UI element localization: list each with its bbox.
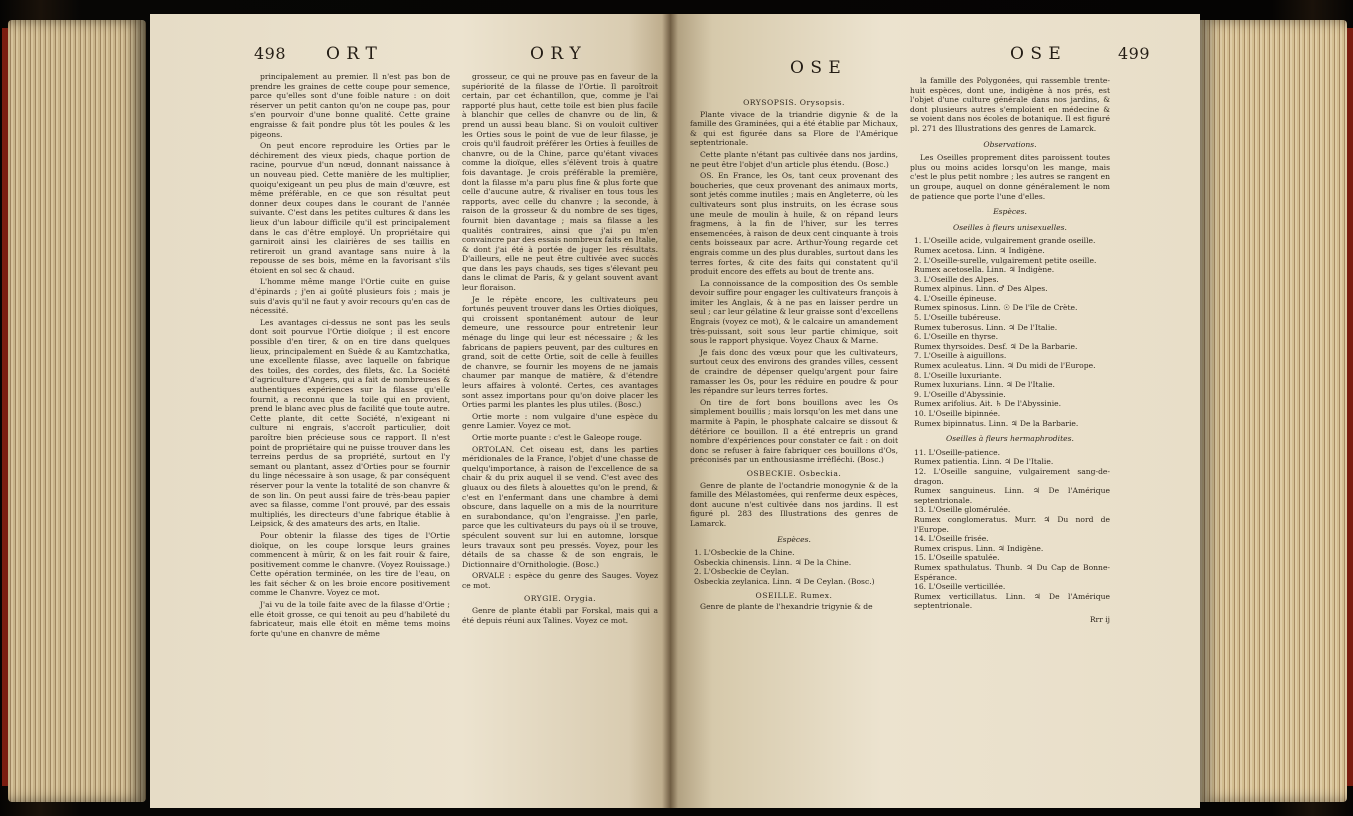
species-item: 1. L'Osbeckie de la Chine. <box>694 548 795 558</box>
species-item: Rumex patientia. Linn. ♃ De l'Italie. <box>914 457 1054 467</box>
right-page-number: 499 <box>1118 44 1151 63</box>
paragraph: J'ai vu de la toile faite avec de la filasse d'Ortie ; elle étoit grosse, ce qui tenoit au peu d'habileté du fabricateur, mais elle étoit en même tems moins forte qu'une en chanvre de même <box>250 600 450 638</box>
species-item: 9. L'Oseille d'Abyssinie. <box>914 389 1006 399</box>
group-title: Oseilles à fleurs hermaphrodites. <box>946 434 1074 444</box>
paragraph: Plante vivace de la triandrie digynie & de la famille des Graminées, qui a été établie par Michaux, & qui est figurée dans sa Flore de l'Amérique septentrionale. <box>690 109 898 148</box>
species-item: 2. L'Osbeckie de Ceylan. <box>694 567 790 577</box>
entry: Ortie morte puante : c'est le Galeope rouge. <box>472 432 642 442</box>
entry-title: ORYSOPSIS. Orysopsis. <box>743 98 845 107</box>
species-item: 10. L'Oseille bipinnée. <box>914 409 1001 418</box>
species-item: 4. L'Oseille épineuse. <box>914 293 997 303</box>
paragraph: Genre de plante de l'octandrie monogynie & de la famille des Mélastomées, qui renferme deux espèces, dont aucune n'est cultivée dans nos jardins. Il est figuré pl. 283 des Illustrations des genres de Lamarck. <box>690 480 898 528</box>
group-title: Oseilles à fleurs unisexuelles. <box>953 222 1067 232</box>
paragraph: Genre de plante de l'hexandrie trigynie & de <box>700 602 873 612</box>
entry: Ortie morte : nom vulgaire d'une espèce du genre Lamier. Voyez ce mot. <box>462 411 658 431</box>
left-column-2 <box>462 72 658 627</box>
species-item: 14. L'Oseille frisée. <box>914 534 989 544</box>
paragraph: la famille des Polygonées, qui rassemble trente-huit espèces, dont une, indigène à nos prés, est l'objet d'une culture générale dans nos jardins, & dont plusieurs autres s'emploient en médecine & se voient dans nos écoles de botanique. Il est figuré pl. 271 des Illustrations des genres de Lamarck. <box>910 76 1110 133</box>
species-list-unisexual <box>910 236 1110 428</box>
right-running-head-2: O S E <box>1010 44 1062 64</box>
right-page <box>670 14 1200 808</box>
species-item: 7. L'Oseille à aiguillons. <box>914 351 1007 361</box>
species-item: 8. L'Oseille luxuriante. <box>914 370 1002 380</box>
entry-title: OSEILLE. Rumex. <box>755 590 833 600</box>
species-item: 5. L'Oseille tubéreuse. <box>914 313 1001 323</box>
left-column-1 <box>250 72 450 640</box>
species-item: 13. L'Oseille glomérulée. <box>914 505 1011 515</box>
species-item: Rumex alpinus. Linn. ♂ Des Alpes. <box>914 284 1048 294</box>
paragraph: OS. En France, les Os, tant ceux provenant des boucheries, que ceux provenant des animaux morts, sont jetés comme inutiles ; mais en Angleterre, où les cultivateurs sont plus instruits, on les écrase sous une meule de moulin à huile, & on répand leurs fragmens, à la fin de l'hiver, sur les terres ensemencées, à raison de deux cent cinquante à trois cents boisseaux par acre. Arthur-Young regarde cet engrais comme un des plus durables, surtout dans les terres fortes, & cite des faits qui constatent qu'il produit encore des effets au bout de trente ans. <box>690 171 898 277</box>
paragraph: Les Oseilles proprement dites paroissent toutes plus ou moins acides lorsqu'on les mange, mais c'est le plus petit nombre ; les autres se rangent en un groupe, auquel on donne généralement le nom de patience que porte l'une d'elles. <box>910 153 1110 201</box>
species-item: 3. L'Oseille des Alpes. <box>914 274 999 284</box>
paragraph: Je le répète encore, les cultivateurs peu fortunés peuvent trouver dans les Orties dioïques, qui croissent spontanément autour de leur demeure, une ressource pour entretenir leur ménage du linge qui leur est nécessaire ; & les fabricans de papiers peuvent, par des cultures en grand, soit de cette Ortie, soit de celle à feuilles de chanvre, se fournir les moyens de ne jamais chaumer par manque de matière, & d'étendre leurs affaires à volonté. Certes, ces avantages sont assez importans pour qu'on doive placer les Orties parmi les plantes les plus utiles. (Bosc.) <box>462 294 658 410</box>
species-item: Rumex tuberosus. Linn. ♃ De l'Italie. <box>914 322 1058 332</box>
left-running-head: O R T <box>326 44 378 64</box>
paragraph: L'homme même mange l'Ortie cuite en guise d'épinards ; j'en ai goûté plusieurs fois ; mais je suis d'avis qu'il ne faut y avoir recours qu'en cas de nécessité. <box>250 277 450 316</box>
species-item: 15. L'Oseille spatulée. <box>914 553 1000 563</box>
section-title: Espèces. <box>993 207 1027 217</box>
species-list-hermaphrodite <box>910 448 1110 611</box>
section-title: Observations. <box>983 139 1037 149</box>
entry-title: OSBECKIE. Osbeckia. <box>746 468 842 478</box>
page-stack-right <box>1197 20 1347 802</box>
right-column-2 <box>910 76 1110 626</box>
paragraph: Pour obtenir la filasse des tiges de l'Ortie dioïque, on les coupe lorsque leurs graines commencent à mûrir, & on les fait rouir & faire, positivement comme le chanvre. (Voyez Rouissage.) Cette opération terminée, on les tire de l'eau, on les fait sécher & on les broie encore positivement comme le Chanvre. Voyez ce mot. <box>250 530 450 598</box>
entry-title: ORYGIE. Orygia. <box>523 594 597 604</box>
species-item: 11. L'Oseille-patience. <box>914 447 1000 457</box>
paragraph: On tire de fort bons bouillons avec les Os simplement bouillis ; mais lorsqu'on les met dans une marmite à Papin, le phosphate calcaire se dissout & détériore ce bouillon. Il a été entrepris un grand nombre d'expériences pour constater ce fait : on doit donc se refuser à faire fabriquer ces bouillons d'Os, préconisés par un enthousiasme irréfléchi. (Bosc.) <box>690 397 898 465</box>
species-item: Rumex conglomeratus. Murr. ♃ Du nord de l'Europe. <box>914 514 1110 534</box>
right-column-1 <box>690 94 898 614</box>
species-item: Rumex acetosella. Linn. ♃ Indigène. <box>914 265 1055 275</box>
species-item: Rumex bipinnatus. Linn. ♃ De la Barbarie. <box>914 418 1079 428</box>
paragraph: Les avantages ci-dessus ne sont pas les seuls dont soit pourvue l'Ortie dioïque ; il est encore possible d'en tirer, & on en tire dans quelques lieux, principalement en Suède & au Kamtzchatka, une excellente filasse, avec laquelle on fabrique des toiles, des cordes, des filets, &c. La Société d'agriculture d'Angers, qui a fait de nombreuses & authentiques expériences sur la filasse qu'elle fournit, a reconnu que la toile qui en provient, prend le blanc avec plus de facilité que toute autre. Cette plante, dit cette Société, n'exigeant ni culture ni engrais, s'accroît particulier, doit paroître bien précieuse sous ce rapport. Il n'est point de propriétaire qui ne puisse trouver dans les terreins perdus de sa propriété, surtout en l'y semant ou plantant, assez d'Orties pour se fournir du linge nécessaire à son usage, & par conséquent réserver pour la vente la totalité de son chanvre & de son lin. On peut aussi faire de très-beau papier avec sa filasse, comme l'ont prouvé, par des essais multipliés, les directeurs d'une fabrique établie à Leipsick, & des amateurs des arts, en Italie. <box>250 317 450 529</box>
paragraph: principalement au premier. Il n'est pas bon de prendre les graines de cette coupe pour semence, parce qu'elles sont d'une foible nature : on doit réserver un petit canton qu'on ne coupe pas, pour s'en pourvoir d'une bonne qualité. Cette graine engraisse & fait pondre plus tôt les poules & les pigeons. <box>250 72 450 139</box>
page-stack-left <box>8 20 146 802</box>
species-item: 1. L'Oseille acide, vulgairement grande oseille. <box>914 236 1096 246</box>
left-page <box>150 14 670 808</box>
paragraph: Cette plante n'étant pas cultivée dans nos jardins, ne peut être l'objet d'un article plus étendu. (Bosc.) <box>690 149 898 169</box>
paragraph: Je fais donc des vœux pour que les cultivateurs, surtout ceux des environs des grandes villes, cessent de craindre de dépenser quelqu'argent pour faire ramasser les Os, pour les réduire en poudre & pour les répandre sur leurs terres fortes. <box>690 347 898 396</box>
species-item: Osbeckia chinensis. Linn. ♃ De la Chine. <box>694 557 852 567</box>
entry: Genre de plante établi par Forskal, mais qui a été depuis réuni aux Talines. Voyez ce mot. <box>462 606 658 625</box>
species-item: Rumex acetosa. Linn. ♃ Indigène. <box>914 245 1045 255</box>
species-item: Rumex sanguineus. Linn. ♃ De l'Amérique septentrionale. <box>914 486 1110 505</box>
species-item: Rumex spathulatus. Thunb. ♃ Du Cap de Bonne-Espérance. <box>914 562 1110 582</box>
paragraph: On peut encore reproduire les Orties par le déchirement des vieux pieds, chaque portion de racine, pourvue d'un nœud, donnant naissance à un nouveau pied. Cette manière de les multiplier, quoiqu'exigeant un peu plus de main d'œuvre, est même préférable, en ce que son résultat peut donner deux coupes dans le courant de l'année suivante. C'est dans les petites cultures & dans les lieux d'un labour difficile qu'il est principalement dans le cas d'être employé. Un propriétaire qui garniroit ainsi les clairières de ses taillis en retireroit un grand avantage sans nuire à la repousse de ses bois, même en la favorisant s'ils étoient en sol sec & chaud. <box>250 141 450 275</box>
entry: ORTOLAN. Cet oiseau est, dans les parties méridionales de la France, l'objet d'une chasse de quelqu'importance, à raison de l'excellence de sa chair & du prix auquel il se vend. C'est avec des gluaux ou des filets à alouettes qu'on le prend, & c'est en l'enfermant dans une chambre à demi obscure, dans laquelle on a mis de la nourriture en surabondance, qu'on l'engraisse. J'en parle, parce que les cultivateurs du pays où il se trouve, spéculent souvent sur lui en automne, lorsque leurs travaux sont peu pressés. Voyez, pour les détails de sa chasse & de son engrais, le Dictionnaire d'Ornithologie. (Bosc.) <box>462 444 658 569</box>
left-running-head-2: O R Y <box>530 44 582 64</box>
species-item: Rumex aculeatus. Linn. ♃ Du midi de l'Europe. <box>914 361 1096 371</box>
species-item: Rumex luxurians. Linn. ♃ De l'Italie. <box>914 380 1055 390</box>
section-title: Espèces. <box>777 534 811 544</box>
species-item: 6. L'Oseille en thyrse. <box>914 332 999 342</box>
paragraph: La connoissance de la composition des Os semble devoir suffire pour engager les cultivateurs françois à imiter les Anglais, & à ne pas en laisser perdre un seul ; car leur gélatine & leur graisse sont d'excellens Engrais (voyez ce mot), & le calcaire un amandement très-puissant, soit sous leur partie chimique, soit sous le rapport physique. Voyez Chaux & Marne. <box>690 278 898 346</box>
species-item: Rumex spinosus. Linn. ☉ De l'île de Crète. <box>914 303 1078 313</box>
species-item: 16. L'Oseille verticillée. <box>914 582 1006 592</box>
signature-mark: Rrr ij <box>1089 614 1110 624</box>
species-item: Rumex arifolius. Ait. ♄ De l'Abyssinie. <box>914 399 1062 409</box>
entry: ORVALE : espèce du genre des Sauges. Voyez ce mot. <box>462 571 658 590</box>
species-item: 12. L'Oseille sanguine, vulgairement sang-de-dragon. <box>914 466 1110 486</box>
species-item: Rumex crispus. Linn. ♃ Indigène. <box>914 543 1044 553</box>
species-item: Rumex verticillatus. Linn. ♃ De l'Amérique septentrionale. <box>914 591 1110 611</box>
left-page-number: 498 <box>254 44 287 63</box>
right-running-head: O S E <box>790 58 842 78</box>
paragraph: grosseur, ce qui ne prouve pas en faveur de la supériorité de la filasse de l'Ortie. Il paroîtroit certain, par cet échantillon, que, comme je l'ai rapporté plus haut, cette toile est bien plus facile à blanchir que celles de chanvre ou de lin, & prend un aussi beau blanc. Si on vouloit cultiver les Orties sous le point de vue de leur filasse, je crois qu'il faudroit préférer les Orties à feuilles de chanvre, ou de la Chine, parce qu'étant vivaces comme la dioïque, elles s'élèvent trois à quatre fois davantage. Je crois préférable la première, dont la filasse m'a paru plus fine & plus forte que celle d'aucune autre, & rivaliser en tous tous les rapports, avec celle du chanvre ; la seconde, à raison de la grosseur & du nombre de ses tiges, fournit bien davantage ; mais sa filasse a les qualités contraires, ainsi que j'ai pu m'en convaincre par des essais nombreux faits en Italie, & dont j'ai été à portée de juger les résultats. D'ailleurs, elle ne peut être cultivée avec succès que dans les pays chauds, ses tiges s'élevant peu dans le climat de Paris, & y gelant souvent avant leur floraison. <box>462 72 658 293</box>
species-item: Osbeckia zeylanica. Linn. ♃ De Ceylan. (Bosc.) <box>694 576 875 586</box>
species-item: 2. L'Oseille-surelle, vulgairement petite oseille. <box>914 255 1097 265</box>
species-item: Rumex thyrsoides. Desf. ♃ De la Barbarie. <box>914 341 1078 351</box>
